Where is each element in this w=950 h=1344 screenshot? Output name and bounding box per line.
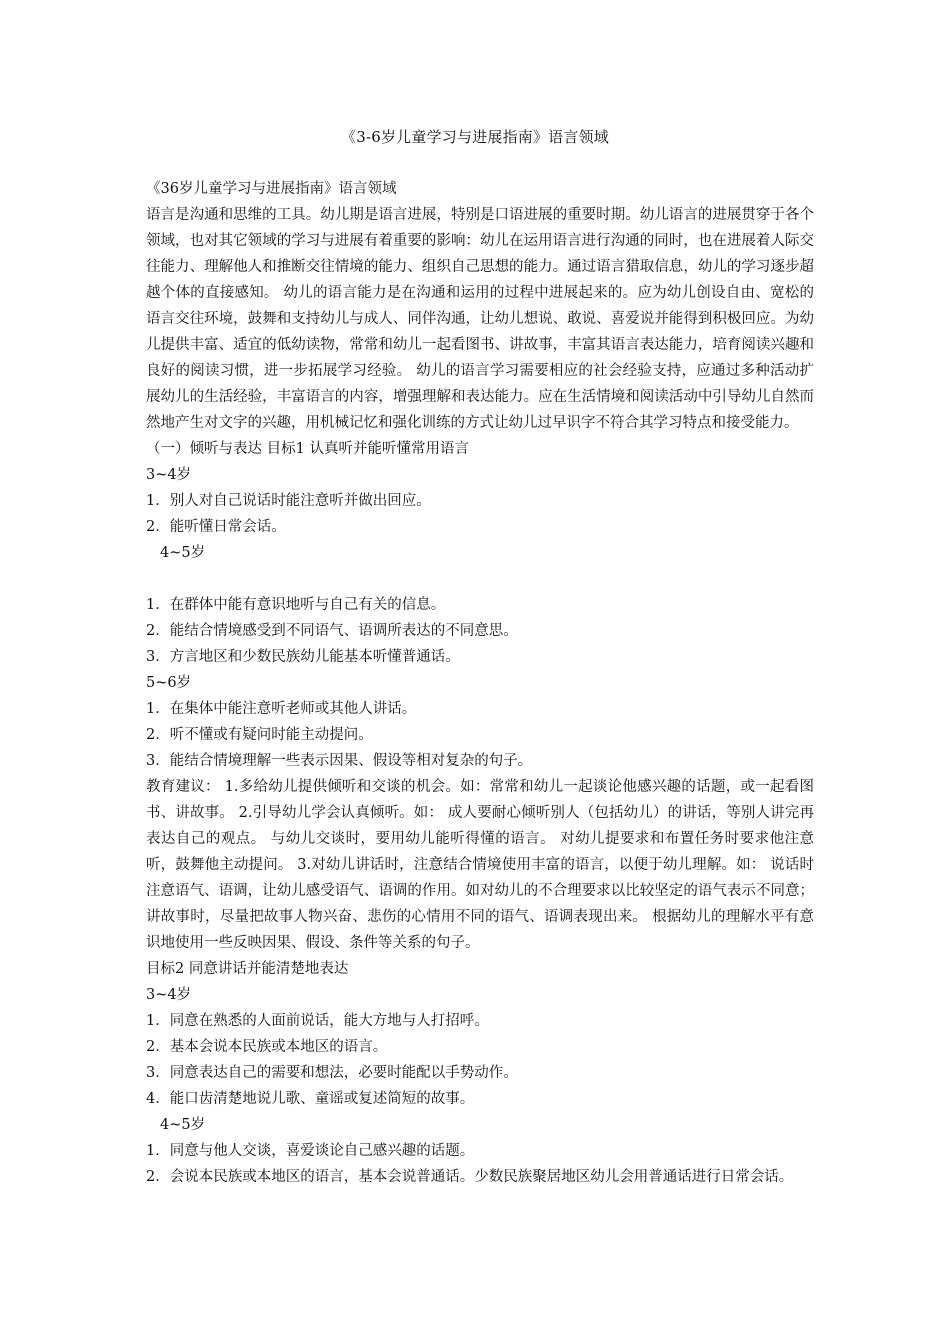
- age-label: 5~6岁: [146, 675, 192, 691]
- document-body: [146, 176, 814, 1190]
- list-item: 3．能结合情境理解一些表示因果、假设等相对复杂的句子。: [146, 753, 533, 769]
- intro-paragraph: 语言是沟通和思维的工具。幼儿期是语言进展，特别是口语进展的重要时期。幼儿语言的进展贯穿于各个领域，也对其它领域的学习与进展有着重要的影响：幼儿在运用语言进行沟通的同时，也在进展着人际交往能力、理解他人和推断交往情境的能力、组织自己思想的能力。通过语言猎取信息，幼儿的学习逐步超越个体的直接感知。 幼儿的语言能力是在沟通和运用的过程中进展起来的。应为幼儿创设自由、宽松的语言交往环境，鼓舞和支持幼儿与成人、同伴沟通，让幼儿想说、敢说、喜爱说并能得到积极回应。为幼儿提供丰富、适宜的低幼读物，常常和幼儿一起看图书、讲故事，丰富其语言表达能力，培育阅读兴趣和良好的阅读习惯，进一步拓展学习经验。 幼儿的语言学习需要相应的社会经验支持，应通过多种活动扩展幼儿的生活经验，丰富语言的内容，增强理解和表达能力。应在生活情境和阅读活动中引导幼儿自然而然地产生对文字的兴趣，用机械记忆和强化训练的方式让幼儿过早识字不符合其学习特点和接受能力。: [146, 207, 814, 431]
- list-item: 2．能听懂日常会话。: [146, 519, 286, 535]
- list-item: 4．能口齿清楚地说儿歌、童谣或复述简短的故事。: [146, 1091, 475, 1107]
- age-label: 4~5岁: [160, 545, 206, 561]
- list-item: 1．在集体中能注意听老师或其他人讲话。: [146, 701, 417, 717]
- section-heading: 《36岁儿童学习与进展指南》语言领域: [146, 181, 397, 197]
- age-label: 4~5岁: [160, 1117, 206, 1133]
- list-item: 1．别人对自己说话时能注意听并做出回应。: [146, 493, 431, 509]
- list-item: 1．在群体中能有意识地听与自己有关的信息。: [146, 597, 446, 613]
- list-item: 2．基本会说本民族或本地区的语言。: [146, 1039, 388, 1055]
- list-item: 3．方言地区和少数民族幼儿能基本听懂普通话。: [146, 649, 460, 665]
- education-advice-paragraph: 教育建议： 1.多给幼儿提供倾听和交谈的机会。如：常常和幼儿一起谈论他感兴趣的话题，或一起看图书、讲故事。 2.引导幼儿学会认真倾听。如： 成人要耐心倾听别人（包括幼儿）的讲话，等别人讲完再表达自己的观点。 与幼儿交谈时，要用幼儿能听得懂的语言。 对幼儿提要求和布置任务时要求他注意听，鼓舞他主动提问。 3.对幼儿讲话时，注意结合情境使用丰富的语言，以便于幼儿理解。如： 说话时注意语气、语调，让幼儿感受语气、语调的作用。如对幼儿的不合理要求以比较坚定的语气表示不同意；讲故事时，尽量把故事人物兴奋、悲伤的心情用不同的语气、语调表现出来。 根据幼儿的理解水平有意识地使用一些反映因果、假设、条件等关系的句子。: [146, 779, 814, 951]
- age-label: 3~4岁: [146, 467, 192, 483]
- list-item: 3．同意表达自己的需要和想法，必要时能配以手势动作。: [146, 1065, 518, 1081]
- blank-line: [146, 566, 814, 592]
- list-item: 1．同意在熟悉的人面前说话，能大方地与人打招呼。: [146, 1013, 489, 1029]
- age-label: 3~4岁: [146, 987, 192, 1003]
- goal-heading: （一）倾听与表达 目标1 认真听并能听懂常用语言: [146, 441, 469, 457]
- list-item: 2．能结合情境感受到不同语气、语调所表达的不同意思。: [146, 623, 518, 639]
- goal-heading: 目标2 同意讲话并能清楚地表达: [146, 961, 349, 977]
- list-item: 1．同意与他人交谈，喜爱谈论自己感兴趣的话题。: [146, 1143, 475, 1159]
- list-item: 2．听不懂或有疑问时能主动提问。: [146, 727, 373, 743]
- list-item: 2．会说本民族或本地区的语言，基本会说普通话。少数民族聚居地区幼儿会用普通话进行日常会话。: [146, 1169, 794, 1185]
- document-title: 《3-6岁儿童学习与进展指南》语言领域: [341, 128, 609, 146]
